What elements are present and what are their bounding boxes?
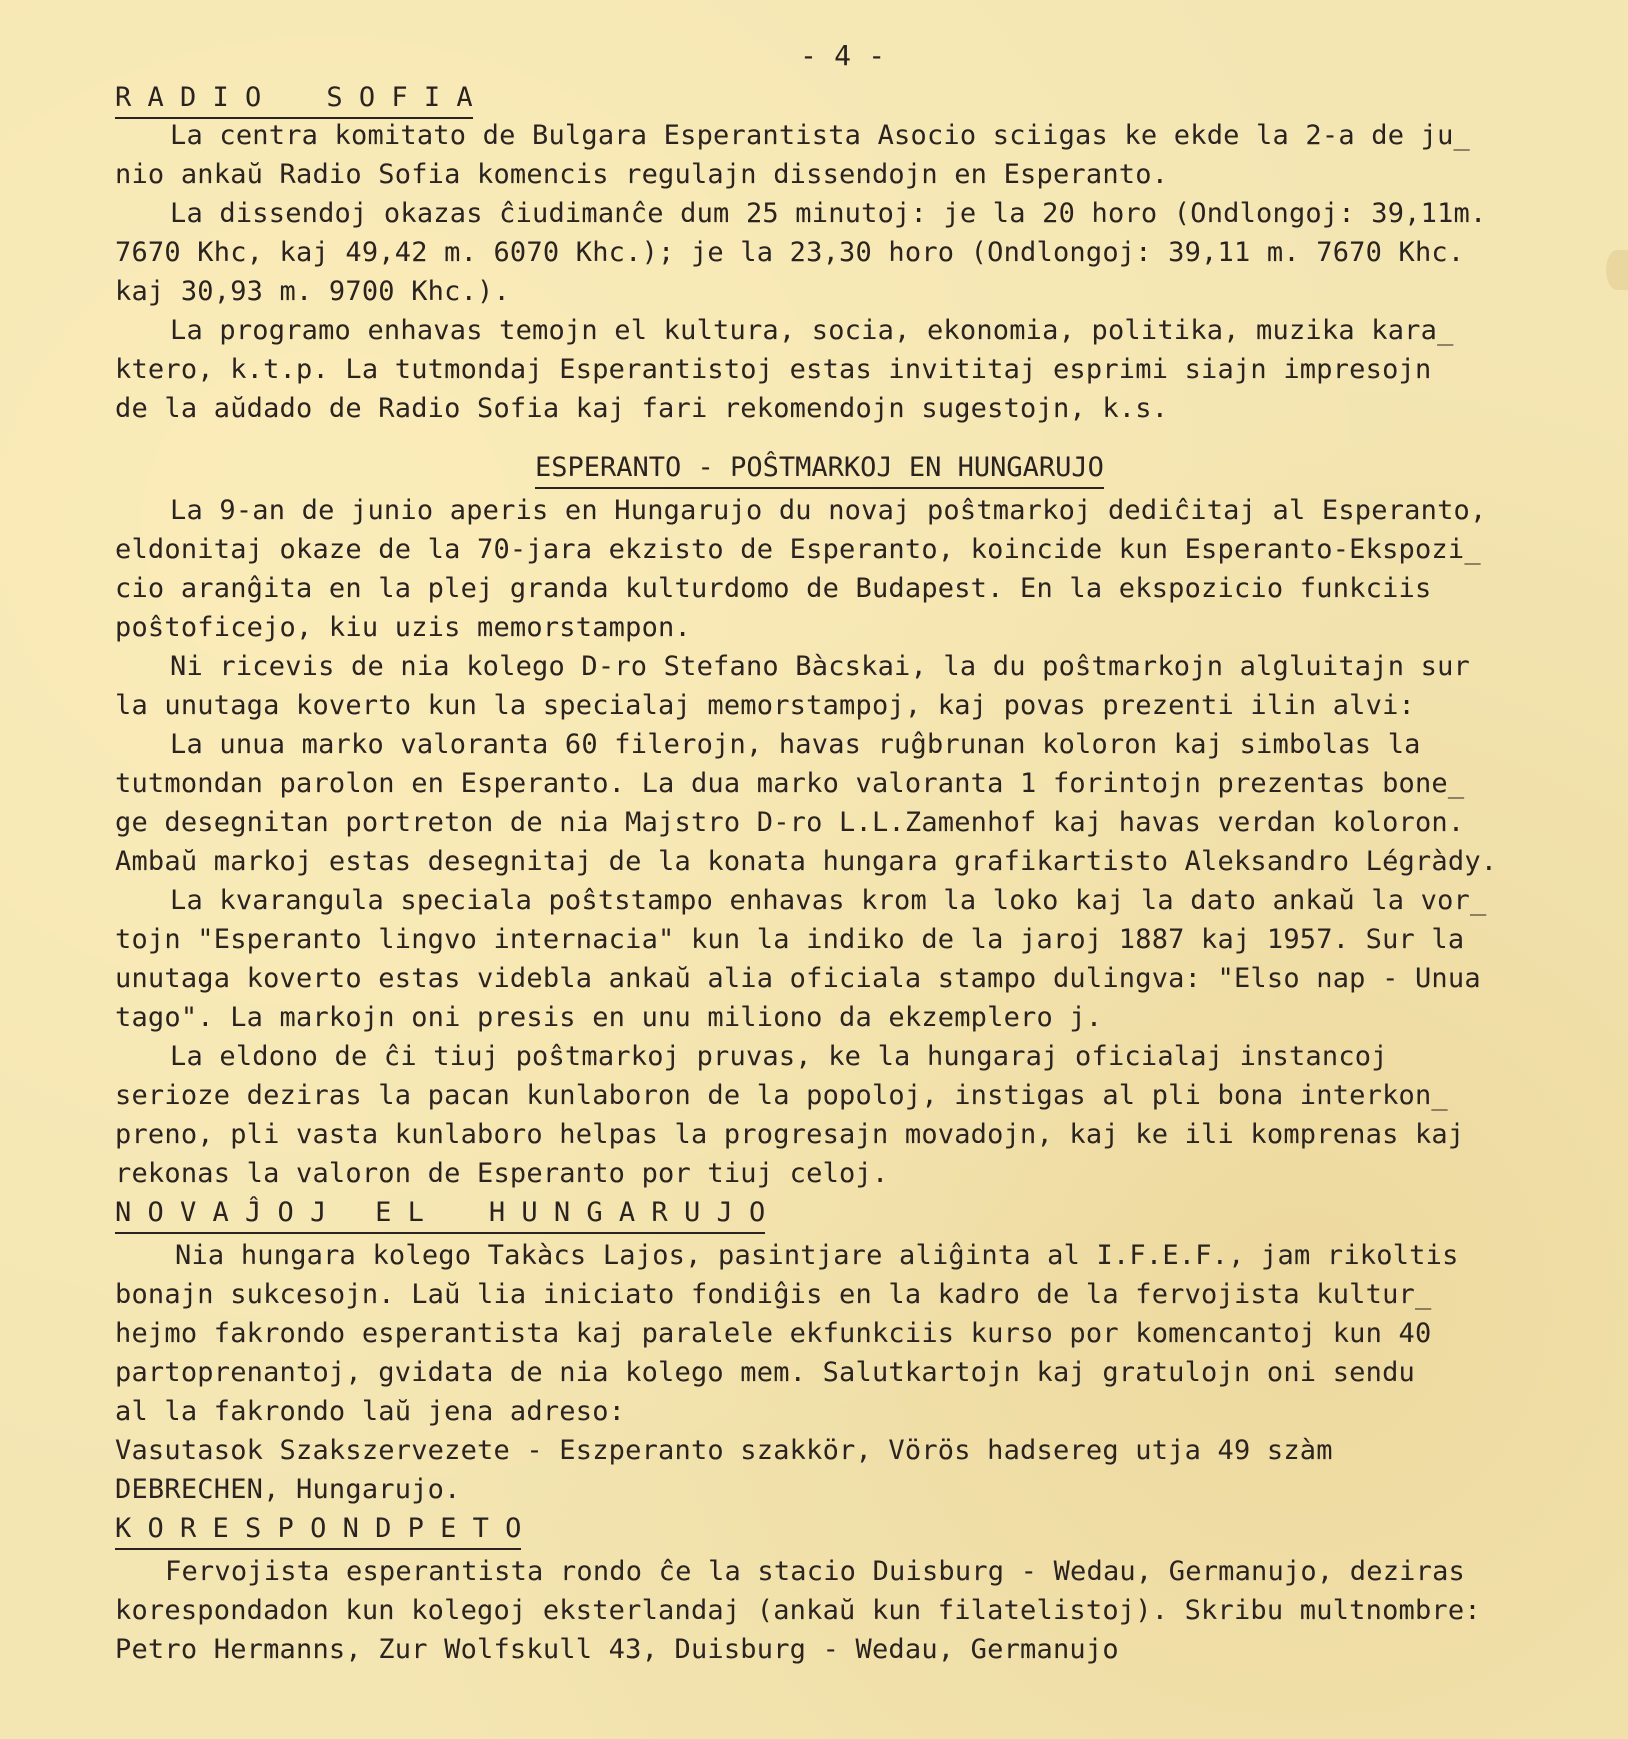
text-line: al la fakrondo laŭ jena adreso: (115, 1396, 626, 1427)
text-line: unutaga koverto estas videbla ankaŭ alia oficiala stampo dulingva: "Elso nap - Unua (115, 963, 1481, 994)
text-line: la unutaga koverto kun la specialaj memorstampoj, kaj povas prezenti ilin alvi: (115, 690, 1415, 721)
text-line: hejmo fakrondo esperantista kaj paralele ekfunkciis kurso por komencantoj kun 40 (115, 1318, 1432, 1349)
text-line: Ambaŭ markoj estas desegnitaj de la konata hungara grafikartisto Aleksandro Légràdy. (115, 846, 1498, 877)
text-line: 7670 Khc, kaj 49,42 m. 6070 Khc.); je la 23,30 horo (Ondlongoj: 39,11 m. 7670 Khc. (115, 237, 1465, 268)
text-line: DEBRECHEN, Hungarujo. (115, 1474, 461, 1505)
text-line: tojn "Esperanto lingvo internacia" kun la indiko de la jaroj 1887 kaj 1957. Sur la (115, 924, 1465, 955)
text-line: La eldono de ĉi tiuj poŝtmarkoj pruvas, ke la hungaraj oficialaj instancoj (170, 1041, 1388, 1072)
section-heading-novajoj: N O V A Ĵ O J E L H U N G A R U J O (115, 1195, 765, 1234)
text-line: nio ankaŭ Radio Sofia komencis regulajn dissendojn en Esperanto. (115, 159, 1169, 190)
text-line: La 9-an de junio aperis en Hungarujo du novaj poŝtmarkoj dediĉitaj al Esperanto, (170, 495, 1487, 526)
text-line: korespondadon kun kolegoj eksterlandaj (ankaŭ kun filatelistoj). Skribu multnombre: (115, 1595, 1481, 1626)
section-heading-radio-sofia: R A D I O S O F I A (115, 80, 473, 119)
punch-hole-mark (1606, 250, 1628, 290)
text-line: preno, pli vasta kunlaboro helpas la progresajn movadojn, kaj ke ili komprenas kaj (115, 1119, 1465, 1150)
text-line: poŝtoficejo, kiu uzis memorstampon. (115, 612, 691, 643)
text-line: serioze deziras la pacan kunlaboron de la popoloj, instigas al pli bona interkon_ (115, 1080, 1448, 1111)
text-line: La kvarangula speciala poŝtstampo enhavas krom la loko kaj la dato ankaŭ la vor_ (170, 885, 1487, 916)
text-line: rekonas la valoron de Esperanto por tiuj celoj. (115, 1158, 889, 1189)
text-line: ktero, k.t.p. La tutmondaj Esperantistoj estas invititaj esprimi siajn impresojn (115, 354, 1432, 385)
text-line: de la aŭdado de Radio Sofia kaj fari rekomendojn sugestojn, k.s. (115, 393, 1169, 424)
text-line: Petro Hermanns, Zur Wolfskull 43, Duisburg - Wedau, Germanujo (115, 1634, 1119, 1665)
text-line: Ni ricevis de nia kolego D-ro Stefano Bàcskai, la du poŝtmarkojn algluitajn sur (170, 651, 1470, 682)
page-number: - 4 - (800, 39, 886, 72)
text-line: cio aranĝita en la plej granda kulturdomo de Budapest. En la ekspozicio funkciis (115, 573, 1432, 604)
text-line: Nia hungara kolego Takàcs Lajos, pasintjare aliĝinta al I.F.E.F., jam rikoltis (175, 1240, 1459, 1271)
text-line: partoprenantoj, gvidata de nia kolego mem. Salutkartojn kaj gratulojn oni sendu (115, 1357, 1415, 1388)
text-line: tago". La markojn oni presis en unu miliono da ekzemplero j. (115, 1002, 1103, 1033)
text-line: Vasutasok Szakszervezete - Eszperanto szakkör, Vörös hadsereg utja 49 szàm (115, 1435, 1333, 1466)
text-line: tutmondan parolon en Esperanto. La dua marko valoranta 1 forintojn prezentas bone_ (115, 768, 1465, 799)
text-line: La centra komitato de Bulgara Esperantista Asocio sciigas ke ekde la 2-a de ju_ (170, 120, 1470, 151)
section-heading-korespondpeto: K O R E S P O N D P E T O (115, 1511, 521, 1550)
text-line: La dissendoj okazas ĉiudimanĉe dum 25 minutoj: je la 20 horo (Ondlongoj: 39,11m. (170, 198, 1487, 229)
text-line: La unua marko valoranta 60 filerojn, havas ruĝbrunan koloron kaj simbolas la (170, 729, 1421, 760)
text-line: eldonitaj okaze de la 70-jara ekzisto de Esperanto, koincide kun Esperanto-Ekspozi_ (115, 534, 1481, 565)
text-line: kaj 30,93 m. 9700 Khc.). (115, 276, 510, 307)
text-line: La programo enhavas temojn el kultura, socia, ekonomia, politika, muzika kara_ (170, 315, 1454, 346)
section-heading-postmarkoj: ESPERANTO - POŜTMARKOJ EN HUNGARUJO (535, 450, 1104, 489)
text-line: bonajn sukcesojn. Laŭ lia iniciato fondiĝis en la kadro de la fervojista kultur_ (115, 1279, 1432, 1310)
text-line: ge desegnitan portreton de nia Majstro D-ro L.L.Zamenhof kaj havas verdan koloron. (115, 807, 1465, 838)
text-line: Fervojista esperantista rondo ĉe la stacio Duisburg - Wedau, Germanujo, deziras (165, 1556, 1465, 1587)
